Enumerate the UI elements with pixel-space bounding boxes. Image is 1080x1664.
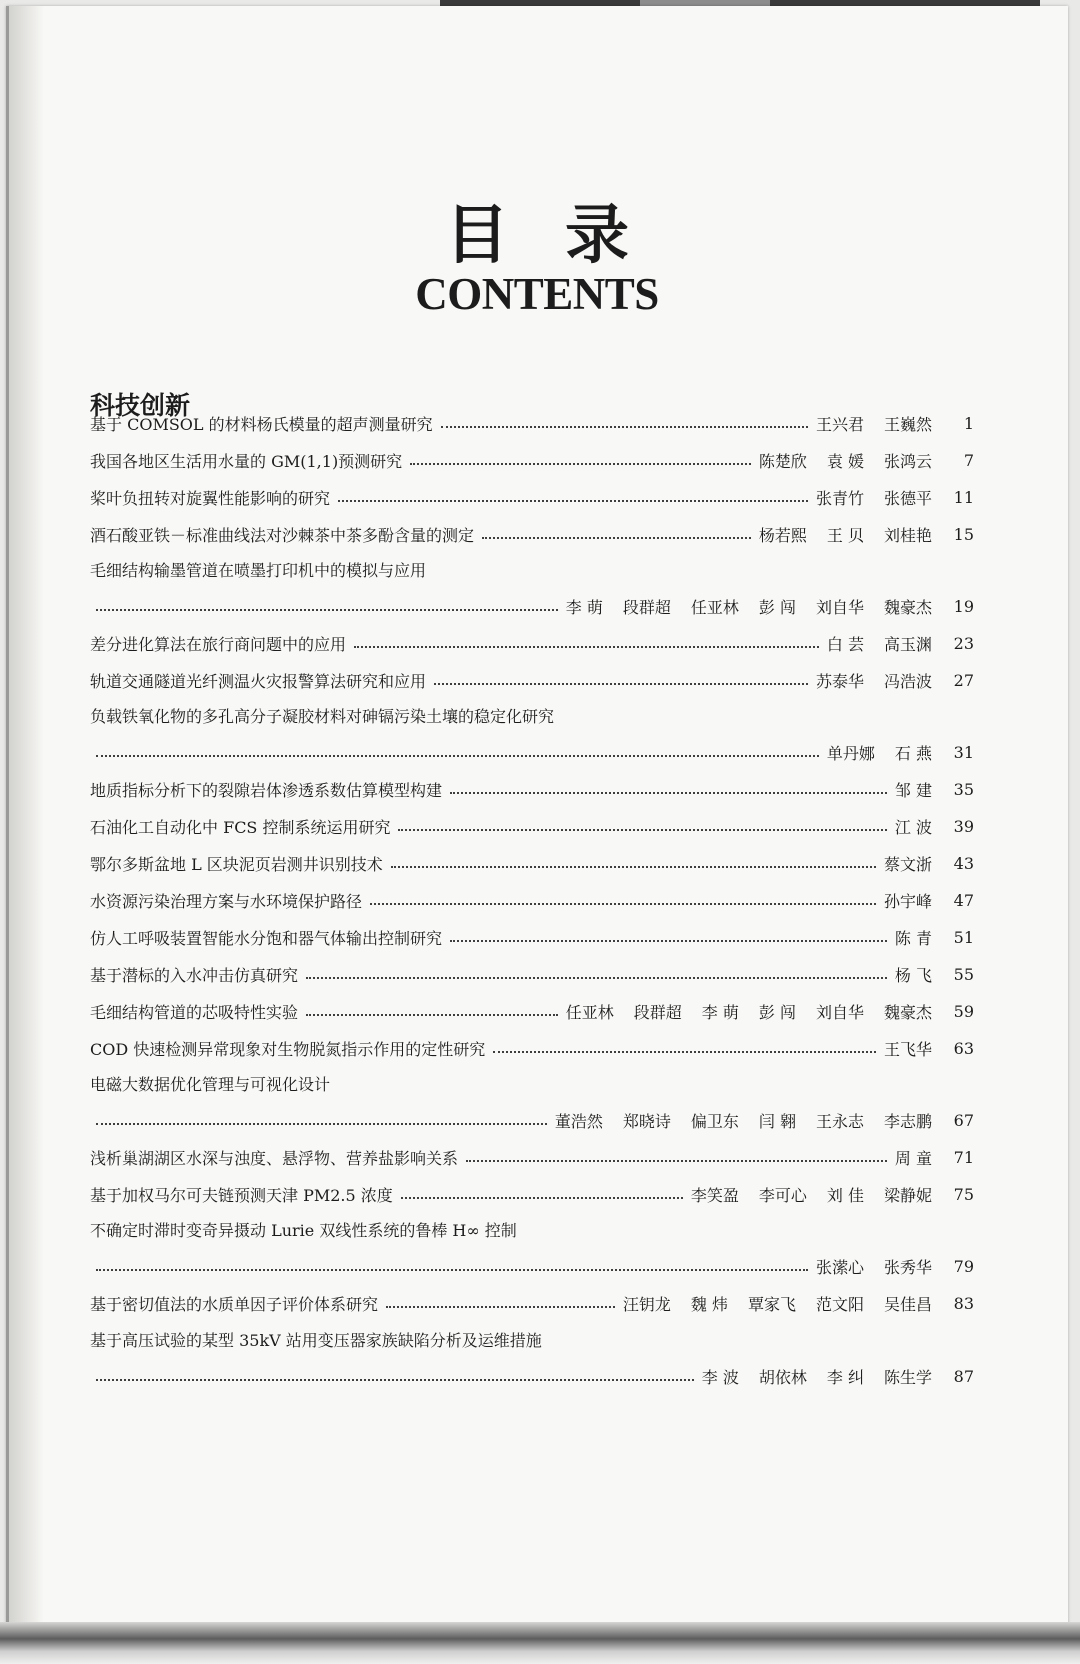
toc-author: 李可心 xyxy=(758,1185,807,1205)
toc-entry-authors xyxy=(816,1255,932,1278)
toc-entry-title: 基于 COMSOL 的材料杨氏模量的超声测量研究 xyxy=(90,414,433,434)
toc-entry-authors xyxy=(895,815,932,838)
toc-entry-authors xyxy=(623,1292,932,1315)
toc-dot-leader xyxy=(482,535,751,539)
toc-entry-authors xyxy=(816,412,932,435)
toc-page-number: 31 xyxy=(953,742,974,762)
toc-entry xyxy=(90,811,974,841)
toc-entry xyxy=(90,1288,974,1318)
toc-page-number: 47 xyxy=(953,890,974,910)
toc-entry-authors xyxy=(702,1365,932,1388)
toc-page-number: 15 xyxy=(953,524,974,544)
toc-entry xyxy=(90,996,974,1026)
toc-author: 任亚林 xyxy=(690,597,739,617)
toc-entry-authors xyxy=(895,1146,932,1169)
toc-dot-leader xyxy=(306,1012,558,1016)
toc-page-number: 87 xyxy=(953,1366,974,1386)
toc-entry-title: 浅析巢湖湖区水深与浊度、悬浮物、营养盐影响关系 xyxy=(90,1148,459,1168)
toc-entry-authors xyxy=(566,595,932,618)
toc-dot-leader xyxy=(96,1377,694,1381)
toc-author: 李 萌 xyxy=(701,1002,739,1022)
toc-author: 张德平 xyxy=(883,488,932,508)
toc-author: 任亚林 xyxy=(565,1002,614,1022)
toc-entry-authors xyxy=(816,486,932,509)
toc-author: 王 贝 xyxy=(826,525,864,545)
toc-author: 吴佳昌 xyxy=(883,1294,932,1314)
toc-entry-title: 水资源污染治理方案与水环境保护路径 xyxy=(90,891,363,911)
toc-author: 李笑盈 xyxy=(690,1185,739,1205)
toc-author: 闫 翱 xyxy=(758,1111,796,1131)
toc-dot-leader xyxy=(434,681,808,685)
toc-author: 王巍然 xyxy=(883,414,932,434)
toc-dot-leader xyxy=(410,461,751,465)
toc-author: 王永志 xyxy=(815,1111,864,1131)
toc-author: 冯浩波 xyxy=(883,671,932,691)
toc-dot-leader xyxy=(466,1158,887,1162)
toc-author: 李 波 xyxy=(701,1367,739,1387)
toc-dot-leader xyxy=(338,498,808,502)
toc-entry xyxy=(90,665,974,695)
toc-entry-authors xyxy=(816,669,932,692)
toc-author: 郑晓诗 xyxy=(622,1111,671,1131)
toc-entry-authors xyxy=(759,449,932,472)
toc-author: 汪钥龙 xyxy=(622,1294,671,1314)
toc-author: 刘桂艳 xyxy=(883,525,932,545)
toc-entry-title: 桨叶负扭转对旋翼性能影响的研究 xyxy=(90,488,331,508)
toc-page-number: 1 xyxy=(963,413,974,433)
toc-author: 覃家飞 xyxy=(747,1294,796,1314)
toc-dot-leader xyxy=(96,607,558,611)
toc-page-number: 11 xyxy=(953,487,974,507)
toc-entry-authors xyxy=(884,1037,932,1060)
toc-author: 偏卫东 xyxy=(690,1111,739,1131)
toc-entry xyxy=(90,1142,974,1172)
toc-page-number: 27 xyxy=(953,670,974,690)
toc-author: 魏豪杰 xyxy=(883,1002,932,1022)
toc-author: 苏泰华 xyxy=(815,671,864,691)
toc-author: 胡依林 xyxy=(758,1367,807,1387)
toc-dot-leader xyxy=(306,975,887,979)
toc-author: 梁静妮 xyxy=(883,1185,932,1205)
toc-entry xyxy=(90,445,974,475)
toc-page-number: 51 xyxy=(953,927,974,947)
toc-author: 彭 闯 xyxy=(758,1002,796,1022)
toc-author: 杨 飞 xyxy=(894,965,932,985)
toc-entry xyxy=(90,591,974,621)
toc-entry-title: 基于高压试验的某型 35kV 站用变压器家族缺陷分析及运维措施 xyxy=(90,1331,542,1350)
toc-author: 张青竹 xyxy=(815,488,864,508)
toc-author: 白 芸 xyxy=(826,634,864,654)
toc-author: 刘自华 xyxy=(815,597,864,617)
toc-dot-leader xyxy=(450,790,887,794)
toc-entry-authors xyxy=(884,852,932,875)
toc-dot-leader xyxy=(441,424,808,428)
toc-author: 蔡文浙 xyxy=(883,854,932,874)
toc-dot-leader xyxy=(391,864,876,868)
toc-dot-leader xyxy=(96,1267,808,1271)
toc-page-number: 43 xyxy=(953,853,974,873)
toc-entry-authors xyxy=(691,1183,932,1206)
toc-author: 段群超 xyxy=(633,1002,682,1022)
document-page xyxy=(6,6,1068,1656)
toc-author: 江 波 xyxy=(894,817,932,837)
toc-entry-authors xyxy=(827,741,932,764)
toc-entry-title: 基于加权马尔可夫链预测天津 PM2.5 浓度 xyxy=(90,1185,393,1205)
toc-entry xyxy=(90,482,974,512)
toc-entry xyxy=(90,774,974,804)
toc-entry-title: 基于密切值法的水质单因子评价体系研究 xyxy=(90,1294,379,1314)
toc-author: 范文阳 xyxy=(815,1294,864,1314)
toc-entry-title: 酒石酸亚铁－标准曲线法对沙棘茶中茶多酚含量的测定 xyxy=(90,525,475,545)
toc-entry-title: 不确定时滞时变奇异摄动 Lurie 双线性系统的鲁棒 H∞ 控制 xyxy=(90,1221,517,1240)
page-title-english: CONTENTS xyxy=(415,269,659,319)
toc-author: 王飞华 xyxy=(883,1039,932,1059)
toc-author: 刘自华 xyxy=(815,1002,864,1022)
toc-page-number: 35 xyxy=(953,779,974,799)
toc-entry xyxy=(90,1105,974,1135)
toc-author: 段群超 xyxy=(622,597,671,617)
toc-entry-title: 仿人工呼吸装置智能水分饱和器气体输出控制研究 xyxy=(90,928,443,948)
toc-entry-title: 石油化工自动化中 FCS 控制系统运用研究 xyxy=(90,817,391,837)
toc-author: 陈楚欣 xyxy=(758,451,807,471)
toc-entry xyxy=(90,848,974,878)
toc-page-number: 39 xyxy=(953,816,974,836)
toc-entry-authors xyxy=(555,1109,932,1132)
toc-author: 董浩然 xyxy=(554,1111,603,1131)
toc-author: 孙宇峰 xyxy=(883,891,932,911)
toc-page-number: 7 xyxy=(963,450,974,470)
toc-dot-leader xyxy=(354,644,819,648)
toc-entry-title: 基于潜标的入水冲击仿真研究 xyxy=(90,965,299,985)
toc-dot-leader xyxy=(386,1304,615,1308)
toc-entry xyxy=(90,1033,974,1063)
toc-entry-authors xyxy=(884,889,932,912)
toc-dot-leader xyxy=(398,827,886,831)
toc-entry-title: COD 快速检测异常现象对生物脱氮指示作用的定性研究 xyxy=(90,1039,486,1059)
toc-entry xyxy=(90,628,974,658)
toc-entry-title: 差分进化算法在旅行商问题中的应用 xyxy=(90,634,347,654)
toc-entry-authors xyxy=(827,632,932,655)
toc-dot-leader xyxy=(493,1049,876,1053)
toc-entry-title: 轨道交通隧道光纤测温火灾报警算法研究和应用 xyxy=(90,671,427,691)
toc-dot-leader xyxy=(370,901,876,905)
toc-entry-authors xyxy=(759,523,932,546)
toc-page-number: 71 xyxy=(953,1147,974,1167)
toc-author: 彭 闯 xyxy=(758,597,796,617)
toc-entry xyxy=(90,1179,974,1209)
toc-entry xyxy=(90,737,974,767)
toc-author: 李 纠 xyxy=(826,1367,864,1387)
toc-page-number: 19 xyxy=(953,596,974,616)
toc-dot-leader xyxy=(96,753,819,757)
toc-author: 张潆心 xyxy=(815,1257,864,1277)
toc-author: 石 燕 xyxy=(894,743,932,763)
toc-page-number: 75 xyxy=(953,1184,974,1204)
toc-entry xyxy=(90,408,974,438)
toc-entry-title: 电磁大数据优化管理与可视化设计 xyxy=(90,1075,331,1094)
toc-author: 杨若熙 xyxy=(758,525,807,545)
toc-entry-title: 鄂尔多斯盆地 L 区块泥页岩测井识别技术 xyxy=(90,854,383,874)
toc-author: 邹 建 xyxy=(894,780,932,800)
toc-author: 刘 佳 xyxy=(826,1185,864,1205)
toc-author: 魏豪杰 xyxy=(883,597,932,617)
toc-author: 王兴君 xyxy=(815,414,864,434)
toc-author: 陈 青 xyxy=(894,928,932,948)
toc-entry xyxy=(90,1251,974,1281)
toc-entry-authors xyxy=(895,963,932,986)
toc-entry xyxy=(90,1361,974,1391)
toc-entry xyxy=(90,519,974,549)
toc-page-number: 23 xyxy=(953,633,974,653)
toc-entry-authors xyxy=(895,778,932,801)
toc-entry-authors xyxy=(566,1000,932,1023)
toc-entry-title: 负载铁氧化物的多孔高分子凝胶材料对砷镉污染土壤的稳定化研究 xyxy=(90,707,555,726)
toc-entry xyxy=(90,885,974,915)
toc-entry-title: 毛细结构管道的芯吸特性实验 xyxy=(90,1002,299,1022)
toc-dot-leader xyxy=(96,1121,547,1125)
toc-entry-title: 毛细结构输墨管道在喷墨打印机中的模拟与应用 xyxy=(90,561,427,580)
toc-dot-leader xyxy=(450,938,887,942)
toc-author: 魏 炜 xyxy=(690,1294,728,1314)
toc-author: 陈生学 xyxy=(883,1367,932,1387)
toc-author: 单丹娜 xyxy=(826,743,875,763)
toc-entry-title: 地质指标分析下的裂隙岩体渗透系数估算模型构建 xyxy=(90,780,443,800)
toc-page-number: 79 xyxy=(953,1256,974,1276)
toc-author: 袁 媛 xyxy=(826,451,864,471)
toc-author: 张鸿云 xyxy=(883,451,932,471)
toc-author: 周 童 xyxy=(894,1148,932,1168)
toc-author: 李志鹏 xyxy=(883,1111,932,1131)
section-heading: 科技创新 xyxy=(90,391,191,420)
toc-author: 李 萌 xyxy=(565,597,603,617)
toc-author: 高玉渊 xyxy=(883,634,932,654)
toc-author: 张秀华 xyxy=(883,1257,932,1277)
toc-entry xyxy=(90,959,974,989)
toc-page-number: 55 xyxy=(953,964,974,984)
toc-page-number: 63 xyxy=(953,1038,974,1058)
bottom-binding-strip xyxy=(0,1622,1080,1664)
page-title-chinese: 目录 xyxy=(445,199,685,273)
toc-page-number: 59 xyxy=(953,1001,974,1021)
toc-page-number: 83 xyxy=(953,1293,974,1313)
toc-dot-leader xyxy=(401,1195,683,1199)
toc-page-number: 67 xyxy=(953,1110,974,1130)
toc-entry-title: 我国各地区生活用水量的 GM(1,1)预测研究 xyxy=(90,451,403,471)
toc-entry xyxy=(90,922,974,952)
toc-entry-authors xyxy=(895,926,932,949)
